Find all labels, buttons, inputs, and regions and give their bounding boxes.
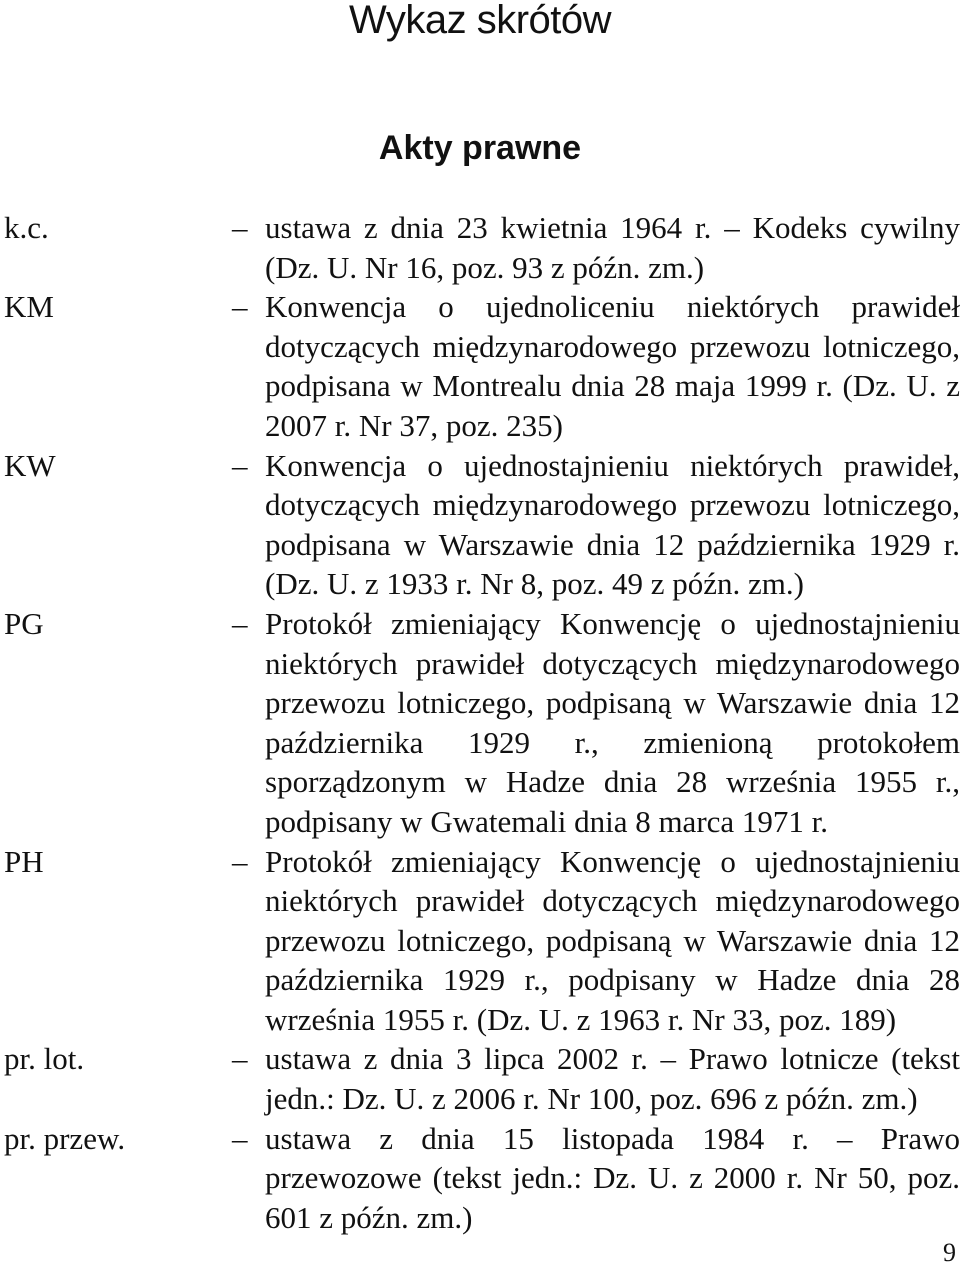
abbreviation-entry-pg <box>0 604 960 842</box>
entry-dash: – <box>232 447 248 483</box>
abbreviation-description: Protokół zmieniający Konwencję o ujednostajnieniu niektórych prawideł dotyczących międzynarodowego przewozu lotniczego, podpisaną w Warszawie dnia 12 października 1929 r., zmienioną protokołem sporządzonym w Hadze dnia 28 września 1955 r., podpisany w Gwatemali dnia 8 marca 1971 r. <box>265 605 960 839</box>
abbreviation-term: KM <box>4 289 54 325</box>
abbreviation-list <box>0 208 960 1237</box>
abbreviation-description: Protokół zmieniający Konwencję o ujednostajnieniu niektórych prawideł dotyczących międzynarodowego przewozu lotniczego, podpisaną w Warszawie dnia 12 października 1929 r., podpisany w Hadze dnia 28 września 1955 r. (Dz. U. z 1963 r. Nr 33, poz. 189) <box>265 843 960 1037</box>
abbreviation-term: pr. przew. <box>4 1120 126 1156</box>
entry-dash: – <box>232 289 248 325</box>
entry-dash: – <box>232 1041 248 1077</box>
entry-dash: – <box>232 605 248 641</box>
page-number: 9 <box>943 1238 956 1267</box>
abbreviation-description: Konwencja o ujednostajnieniu niektórych prawideł, dotyczących międzynarodowego przewozu lotniczego, podpisana w Warszawie dnia 12 października 1929 r. (Dz. U. z 1933 r. Nr 8, poz. 49 z późn. zm.) <box>265 447 960 602</box>
abbreviation-entry-kw <box>0 446 960 604</box>
abbreviation-term: k.c. <box>4 210 49 245</box>
section-title: Akty prawne <box>378 129 582 167</box>
abbreviation-entry-pr-przew <box>0 1119 960 1238</box>
abbreviation-description: ustawa z dnia 23 kwietnia 1964 r. – Kodeks cywilny (Dz. U. Nr 16, poz. 93 z późn. zm.) <box>265 210 960 285</box>
abbreviation-entry-kc <box>0 208 960 287</box>
abbreviation-term: pr. lot. <box>4 1041 85 1077</box>
abbreviation-term: PH <box>4 843 44 879</box>
entry-dash: – <box>232 210 248 245</box>
abbreviation-term: PG <box>4 605 44 641</box>
abbreviation-entry-ph <box>0 842 960 1040</box>
abbreviation-description: Konwencja o ujednoliceniu niektórych prawideł dotyczących międzynarodowego przewozu lotniczego, podpisana w Montrealu dnia 28 maja 1999 r. (Dz. U. z 2007 r. Nr 37, poz. 235) <box>265 289 960 443</box>
abbreviation-description: ustawa z dnia 15 listopada 1984 r. – Prawo przewozowe (tekst jedn.: Dz. U. z 2000 r. Nr 50, poz. 601 z późn. zm.) <box>265 1120 960 1235</box>
abbreviation-term: KW <box>4 447 56 483</box>
page-title: Wykaz skrótów <box>348 0 612 42</box>
abbreviation-description: ustawa z dnia 3 lipca 2002 r. – Prawo lotnicze (tekst jedn.: Dz. U. z 2006 r. Nr 100, poz. 696 z późn. zm.) <box>265 1041 960 1117</box>
abbreviation-entry-km <box>0 287 960 445</box>
entry-dash: – <box>232 1120 248 1156</box>
abbreviation-entry-pr-lot <box>0 1039 960 1118</box>
entry-dash: – <box>232 843 248 879</box>
